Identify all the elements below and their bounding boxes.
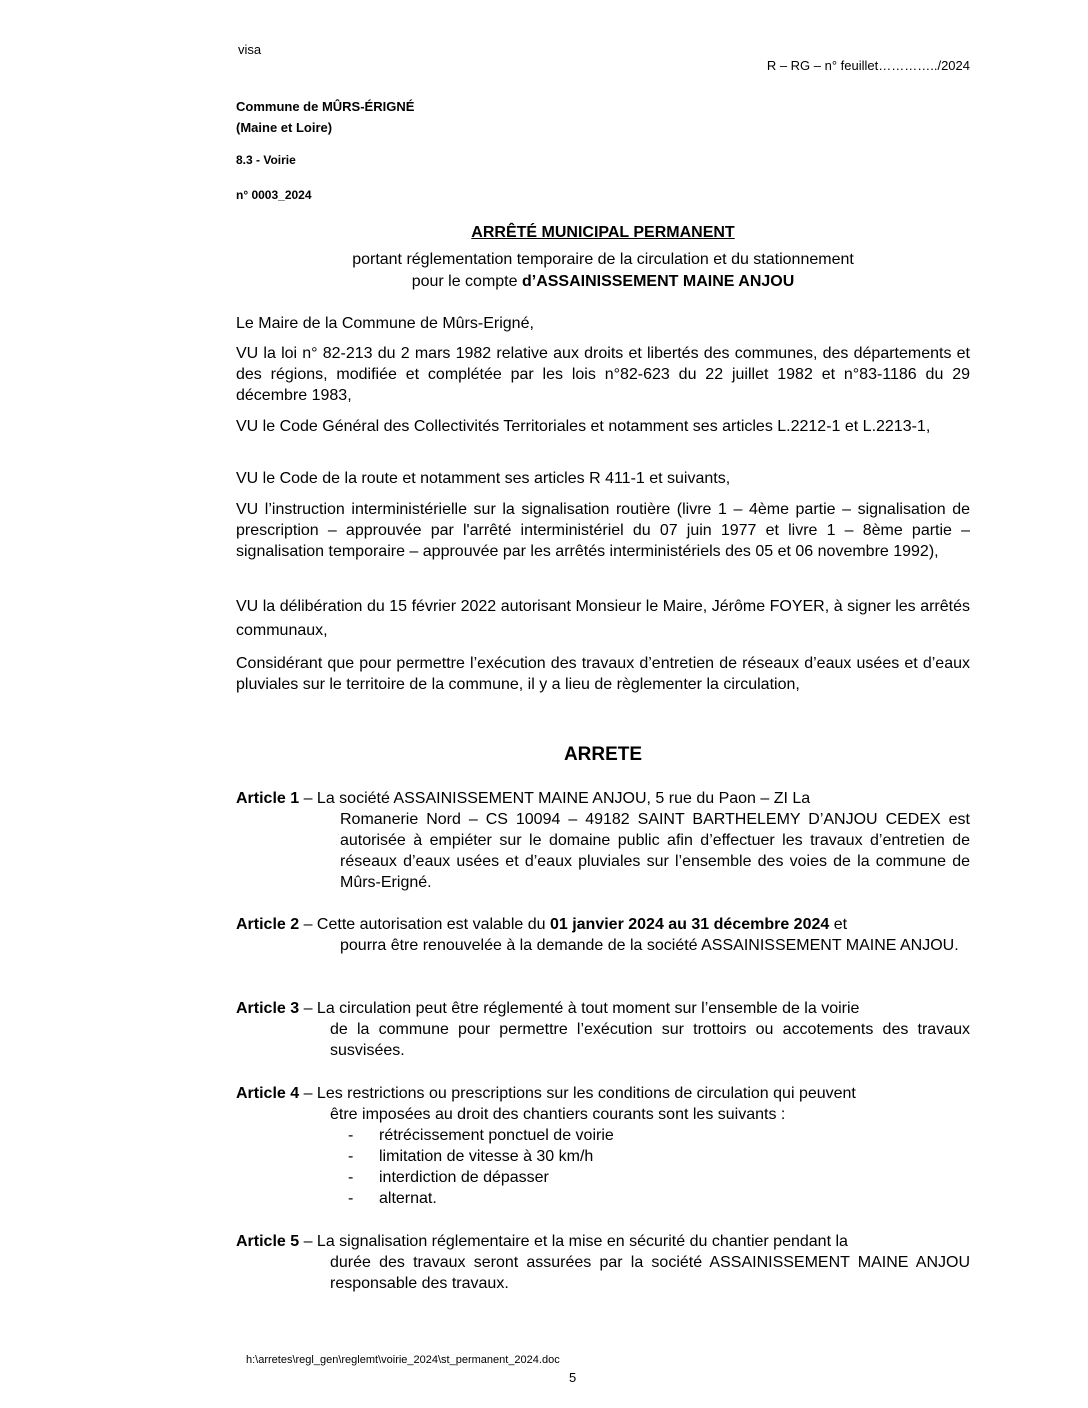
article-4-body [330,1104,970,1209]
subtitle-company: d’ASSAINISSEMENT MAINE ANJOU [521,273,795,290]
article-2-label: Article 2 [236,916,300,933]
preamble-maire: Le Maire de la Commune de Mûrs-Erigné, [236,315,534,332]
article-1-intro: – La société ASSAINISSEMENT MAINE ANJOU, 5 rue du Paon – ZI La [299,790,811,807]
article-4-text: être imposées au droit des chantiers courants sont les suivants : [330,1106,786,1123]
list-item-text: rétrécissement ponctuel de voirie [379,1127,614,1144]
article-2 [236,914,970,956]
article-5-first-line [236,1231,970,1252]
list-item: - interdiction de dépasser [348,1169,549,1186]
document-title: ARRÊTÉ MUNICIPAL PERMANENT [471,224,735,241]
article-3-intro: – La circulation peut être réglementé à tout moment sur l’ensemble de la voirie [299,1000,860,1017]
document-subtitle [236,249,970,293]
article-1-text: Romanerie Nord – CS 10094 – 49182 SAINT BARTHELEMY D’ANJOU CEDEX est autorisée à empiéter sur le domaine public afin d’effectuer les travaux d’entretien de réseaux d’eaux usées et d’eaux pluviales sur l’ensemble des voies de la commune de Mûrs-Erigné. [340,811,970,891]
list-item: - limitation de vitesse à 30 km/h [348,1148,594,1165]
article-4-intro: – Les restrictions ou prescriptions sur les conditions de circulation qui peuvent [299,1085,856,1102]
preamble-vu-code-route: VU le Code de la route et notamment ses articles R 411-1 et suivants, [236,470,731,487]
section-label: 8.3 - Voirie [236,153,296,167]
preamble-vu-instruction: VU l’instruction interministérielle sur la signalisation routière (livre 1 – 4ème partie – signalisation de prescription – approuvée par l'arrêté interministériel du 07 juin 1977 et livre 1 – 8ème partie – signalisation temporaire – approuvée par les arrêtés interministériels des 05 et 06 novembre 1992), [236,501,970,560]
page-number: 5 [569,1370,577,1385]
article-4-label: Article 4 [236,1085,300,1102]
article-4-first-line [236,1083,970,1104]
article-5-intro: – La signalisation réglementaire et la mise en sécurité du chantier pendant la [299,1233,848,1250]
article-2-text: pourra être renouvelée à la demande de la société ASSAINISSEMENT MAINE ANJOU. [340,937,959,954]
commune-block [236,96,414,138]
article-1 [236,788,970,893]
subtitle-line-1: portant réglementation temporaire de la circulation et du stationnement [352,251,854,268]
preamble-vu-deliberation: VU la délibération du 15 février 2022 autorisant Monsieur le Maire, Jérôme FOYER, à signer les arrêtés communaux, [236,598,970,639]
subtitle-prefix: pour le compte [411,273,522,290]
article-3-text: de la commune pour permettre l’exécution sur trottoirs ou accotements des travaux susvisées. [330,1021,970,1059]
article-4 [236,1083,970,1209]
article-2-first-line [236,914,970,935]
list-item-text: alternat. [379,1190,437,1207]
preamble-vu-loi: VU la loi n° 82-213 du 2 mars 1982 relative aux droits et libertés des communes, des départements et des régions, modifiée et complétée par les lois n°82-623 du 22 juillet 1982 et n°83-1186 du 29 décembre 1983, [236,345,970,404]
arrete-number: n° 0003_2024 [236,188,312,202]
article-3 [236,998,970,1061]
article-3-label: Article 3 [236,1000,300,1017]
commune-department: (Maine et Loire) [236,120,333,135]
article-2-intro-end: et [829,916,848,933]
list-item: - alternat. [348,1190,437,1207]
list-item: - rétrécissement ponctuel de voirie [348,1127,614,1144]
article-2-intro: – Cette autorisation est valable du [299,916,550,933]
reference-number: R – RG – n° feuillet…………../2024 [766,58,970,73]
article-1-label: Article 1 [236,790,300,807]
subtitle-line-2 [236,271,970,293]
article-5 [236,1231,970,1294]
article-4-list [330,1125,970,1209]
article-2-dates: 01 janvier 2024 au 31 décembre 2024 [549,916,830,933]
preamble-considerant: Considérant que pour permettre l’exécution des travaux d’entretien de réseaux d’eaux usées et d’eaux pluviales sur le territoire de la commune, il y a lieu de règlementer la circulation, [236,655,970,693]
arrete-heading: ARRETE [563,744,643,765]
visa-label: visa [238,42,262,57]
preamble-vu-cgct: VU le Code Général des Collectivités Territoriales et notamment ses articles L.2212-1 et L.2213-1, [236,418,931,435]
list-item-text: limitation de vitesse à 30 km/h [379,1148,594,1165]
article-5-text: durée des travaux seront assurées par la société ASSAINISSEMENT MAINE ANJOU responsable des travaux. [330,1254,970,1292]
article-3-first-line [236,998,970,1019]
list-item-text: interdiction de dépasser [379,1169,549,1186]
file-path: h:\arretes\regl_gen\reglemt\voirie_2024\st_permanent_2024.doc [246,1354,560,1366]
commune-name: Commune de MÛRS-ÉRIGNÉ [236,99,415,114]
article-5-label: Article 5 [236,1233,300,1250]
article-1-first-line [236,788,970,809]
